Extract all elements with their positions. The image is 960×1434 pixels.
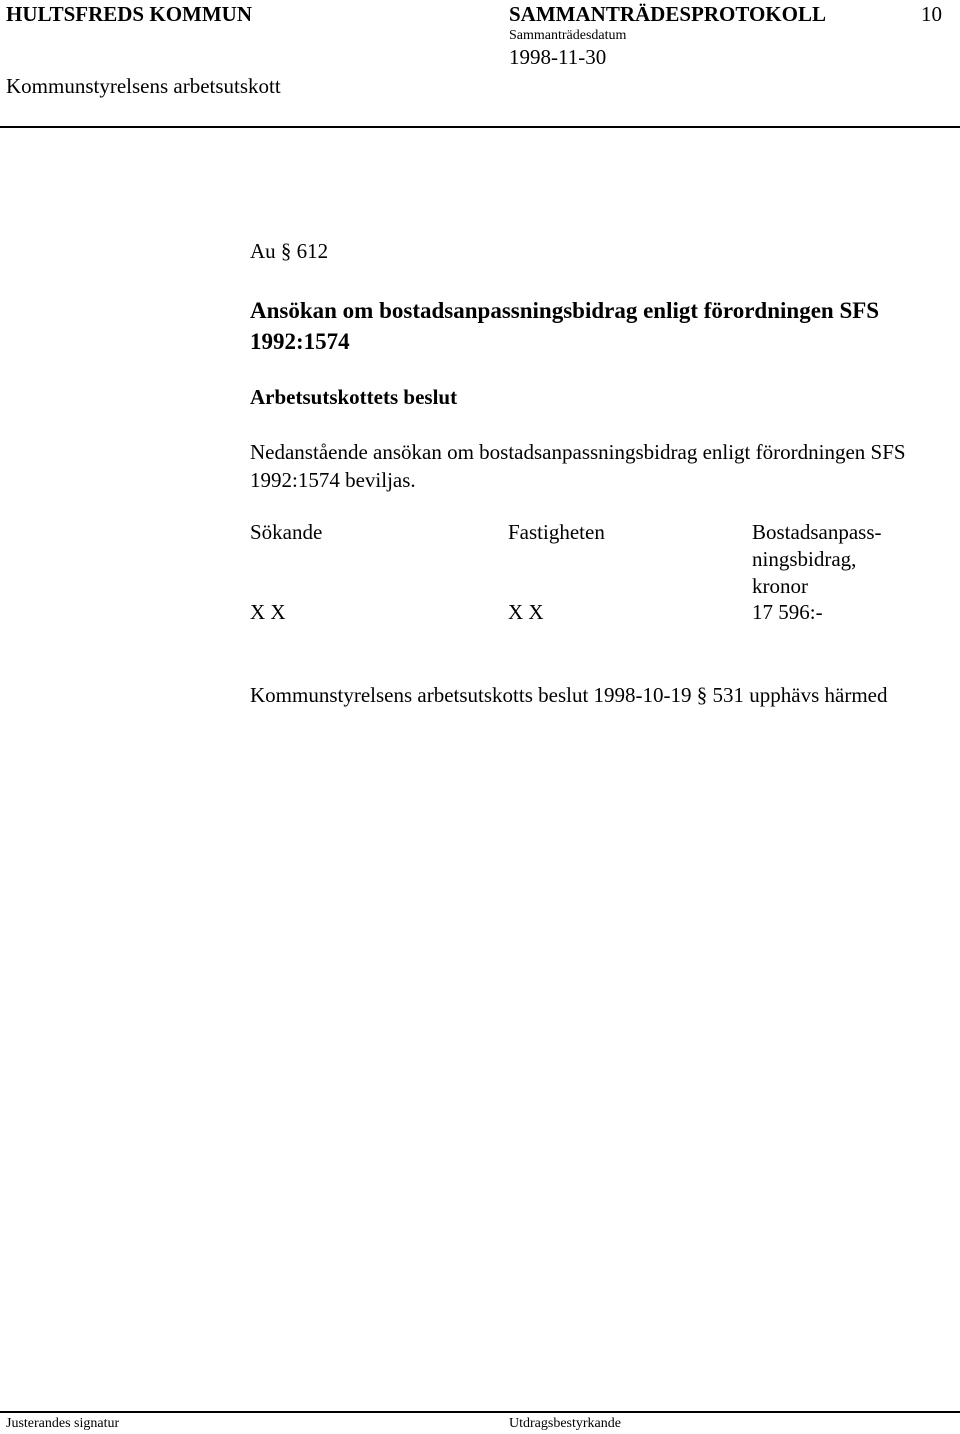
footer-divider: [0, 1411, 960, 1413]
table-cell-applicant: X X: [250, 600, 286, 624]
table-header-amount: Bostadsanpass- ningsbidrag, kronor: [752, 520, 882, 598]
document-type: SAMMANTRÄDESPROTOKOLL: [509, 2, 826, 26]
table-cell-property: X X: [508, 600, 544, 624]
decision-heading: Arbetsutskottets beslut: [250, 385, 458, 409]
table-header-property: Fastigheten: [508, 520, 605, 544]
item-title: Ansökan om bostadsanpassningsbidrag enligt förordningen SFS 1992:1574: [250, 298, 880, 354]
signature-label: Justerandes signatur: [6, 1416, 120, 1431]
header-divider: [0, 126, 960, 128]
decision-text: Nedanstående ansökan om bostadsanpassningsbidrag enligt förordningen SFS 1992:1574 beviljas.: [250, 440, 906, 492]
revocation-text: Kommunstyrelsens arbetsutskotts beslut 1998-10-19 § 531 upphävs härmed: [250, 683, 888, 707]
paragraph-number: Au § 612: [250, 239, 329, 263]
table-header-applicant: Sökande: [250, 520, 323, 544]
organization-name: HULTSFREDS KOMMUN: [6, 2, 253, 26]
date-label: Sammanträdesdatum: [509, 28, 627, 43]
committee-name: Kommunstyrelsens arbetsutskott: [6, 74, 281, 98]
certification-label: Utdragsbestyrkande: [509, 1416, 621, 1431]
page-number: 10: [921, 2, 942, 26]
table-cell-amount: 17 596:-: [752, 600, 823, 624]
meeting-date: 1998-11-30: [509, 45, 607, 69]
